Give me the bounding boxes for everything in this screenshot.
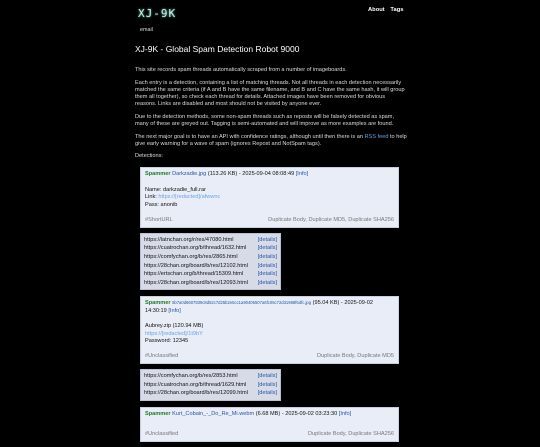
detection-header [145, 171, 394, 179]
thread-url: https://ertschan.org/b/thread/15309.html [144, 271, 244, 278]
thread-list [140, 369, 281, 401]
thread-row [144, 262, 277, 271]
rss-text [135, 134, 407, 148]
thread-url: https://28chan.org/board/b/res/12099.html [144, 390, 248, 397]
email-link[interactable]: email [140, 27, 153, 33]
info-link[interactable]: [Info] [338, 411, 352, 418]
detection-body [145, 323, 394, 345]
details-link[interactable]: [details] [257, 236, 277, 243]
tag-label[interactable]: #Unclassified [145, 353, 179, 360]
tag-label[interactable]: #ShortURL [145, 216, 173, 223]
details-link[interactable]: [details] [257, 262, 277, 269]
detection-body [145, 419, 394, 429]
redacted-link[interactable]: https://[redacted]/1t9bY [145, 330, 203, 337]
details-link[interactable]: [details] [257, 373, 277, 380]
details-link[interactable]: [details] [257, 271, 277, 278]
thread-url: https://comfychan.org/b/res/2865.html [144, 253, 238, 260]
thread-row [144, 381, 277, 390]
page-title: XJ-9K - Global Spam Detection Robot 9000 [135, 44, 300, 54]
thread-url: https://latnchan.org/r/res/47080.html [144, 236, 234, 243]
rss-feed-link[interactable]: RSS feed [364, 133, 389, 140]
file-meta: (113.26 KB) - 2025-09-04 08:08:49 [207, 171, 295, 178]
match-criteria: Duplicate Body, Duplicate SHA256 [307, 430, 394, 437]
detection-header [145, 300, 394, 315]
thread-row [144, 244, 277, 253]
thread-url: https://28chan.org/board/b/res/12093.html [144, 279, 248, 286]
site-logo[interactable]: XJ-9K [138, 7, 177, 20]
detection-body [145, 187, 394, 209]
match-criteria: Duplicate Body, Duplicate MD5, Duplicate SHA256 [268, 216, 394, 223]
file-name-link[interactable]: 5b7a0d6607839c8d52c7d25b2e5cc1a90405507a6fc05c72d31968f6dfc.jpg [172, 300, 312, 306]
detection-footer [145, 431, 394, 438]
detections-heading: Detections: [135, 153, 163, 160]
thread-url: https://28chan.org/board/b/res/12102.html [144, 262, 248, 269]
top-bar [0, 0, 540, 40]
file-name-link[interactable]: Kurt_Cobain_-_Do_Re_Mi.webm [172, 411, 255, 418]
details-link[interactable]: [details] [257, 381, 277, 388]
redacted-link[interactable]: https://[redacted]/afwwnc [158, 194, 221, 201]
match-criteria: Duplicate Body, Duplicate MD5 [316, 353, 394, 360]
tag-label[interactable]: #Unclassified [145, 430, 179, 437]
thread-row [144, 372, 277, 381]
thread-row [144, 270, 277, 279]
nav-tags[interactable]: Tags [390, 7, 404, 13]
thread-url: https://cuatrochan.org/b/thread/1632.html [144, 245, 247, 252]
main-content [135, 44, 407, 447]
false-positive-text: Due to the detection methods, some non-spam threads such as reposts will be falsely detected as spam, many of these are greyed out. Tagging is semi-automated and will improve as more examples are found. [135, 113, 395, 127]
spammer-label: Spammer [145, 300, 171, 307]
detection-footer [145, 353, 394, 360]
thread-url: https://cuatrochan.org/b/thread/1629.html [144, 381, 247, 388]
details-link[interactable]: [details] [257, 253, 277, 260]
details-link[interactable]: [details] [257, 390, 277, 397]
detection-card [140, 407, 399, 442]
nav-menu [368, 7, 407, 14]
thread-row [144, 236, 277, 245]
nav-about[interactable]: About [368, 7, 385, 13]
rss-text-before: The next major goal is to have an API with confidence ratings, although until then there is an [135, 133, 365, 140]
detection-card [140, 167, 399, 227]
rss-text-after: to help give early warning for a wave of spam (ignores Repost and NotSpam tags). [135, 133, 407, 147]
body-line: Name: darkzadie_full.rar [145, 187, 206, 194]
body-line [145, 194, 394, 201]
thread-url: https://comfychan.org/b/res/2853.html [144, 373, 238, 380]
intro-text: This site records spam threads automatically scraped from a number of imageboards. [135, 66, 347, 73]
thread-row [144, 279, 277, 288]
details-link[interactable]: [details] [257, 245, 277, 252]
file-meta: (6.68 MB) - 2025-09-02 03:23:30 [255, 411, 338, 418]
spammer-label: Spammer [145, 411, 171, 418]
thread-row [144, 389, 277, 398]
details-link[interactable]: [details] [257, 279, 277, 286]
thread-row [144, 253, 277, 262]
info-link[interactable]: [Info] [168, 307, 181, 314]
detection-footer [145, 217, 394, 224]
detection-card [140, 296, 399, 364]
detection-header [145, 411, 394, 419]
file-meta: (95.04 KB) - 2025-09-02 14:30:19 [145, 300, 373, 314]
body-line: Password: 12345 [145, 337, 189, 344]
thread-list [140, 233, 281, 291]
body-line: Aubrey.zip (120.94 MB) [145, 323, 204, 330]
explanation-text: Each entry is a detection, containing a list of matching threads. Not all threads in each detection necessarily matched the same criteria (if A and B have the same filename, and B and C have the same hash, it will group them all together), so check each thread for details. Attached images have been removed for obvious reasons. Links are disabled and most should not be visited by anyone ever. [135, 79, 405, 107]
spammer-label: Spammer [145, 171, 171, 178]
info-link[interactable]: [Info] [295, 171, 309, 178]
body-line: Pass: anonib [145, 201, 178, 208]
file-name-link[interactable]: Darkzadie.jpg [172, 171, 207, 178]
body-link-label: Link: [145, 194, 159, 201]
